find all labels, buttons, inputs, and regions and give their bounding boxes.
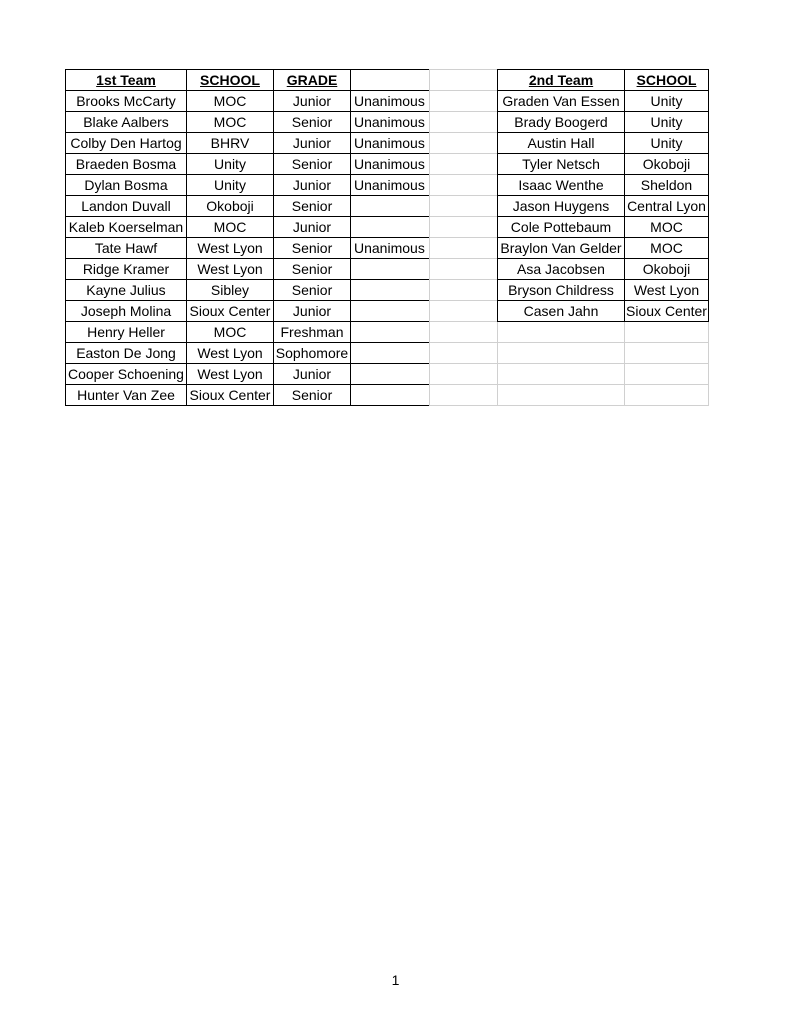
table-row xyxy=(66,322,430,343)
vote-note-cell[interactable] xyxy=(351,217,430,238)
table-row xyxy=(430,385,498,406)
player-name-cell[interactable]: Asa Jacobsen xyxy=(498,259,625,280)
table-row xyxy=(430,133,498,154)
player-name-cell[interactable]: Henry Heller xyxy=(66,322,187,343)
grade-cell[interactable]: Sophomore xyxy=(274,343,351,364)
table-row xyxy=(498,364,709,385)
table-row xyxy=(498,385,709,406)
grade-cell[interactable]: Junior xyxy=(274,364,351,385)
header-school-2[interactable]: SCHOOL xyxy=(625,70,709,91)
page-number: 1 xyxy=(391,972,400,988)
player-name-cell[interactable]: Kaleb Koerselman xyxy=(66,217,187,238)
school-cell[interactable] xyxy=(625,364,709,385)
vote-note-cell[interactable] xyxy=(351,322,430,343)
school-cell[interactable]: Unity xyxy=(625,112,709,133)
vote-note-cell[interactable] xyxy=(351,301,430,322)
table-row xyxy=(430,217,498,238)
grade-cell[interactable]: Senior xyxy=(274,238,351,259)
school-cell[interactable]: Central Lyon xyxy=(625,196,709,217)
table-row xyxy=(430,154,498,175)
empty-cell[interactable] xyxy=(430,196,498,217)
player-name-cell[interactable]: Graden Van Essen xyxy=(498,91,625,112)
school-cell[interactable]: MOC xyxy=(187,322,274,343)
player-name-cell[interactable]: Jason Huygens xyxy=(498,196,625,217)
table-row xyxy=(66,343,430,364)
table-row xyxy=(66,154,430,175)
player-name-cell[interactable]: Blake Aalbers xyxy=(66,112,187,133)
player-name-cell[interactable]: Ridge Kramer xyxy=(66,259,187,280)
player-name-cell[interactable]: Joseph Molina xyxy=(66,301,187,322)
table-row xyxy=(498,112,709,133)
school-cell[interactable]: MOC xyxy=(187,217,274,238)
empty-cell[interactable] xyxy=(430,175,498,196)
table-row xyxy=(498,259,709,280)
empty-cell[interactable] xyxy=(430,154,498,175)
table-row xyxy=(66,259,430,280)
header-school[interactable]: SCHOOL xyxy=(187,70,274,91)
table-row xyxy=(498,196,709,217)
second-team-table xyxy=(497,69,709,406)
empty-column-table xyxy=(429,69,498,406)
table-row xyxy=(430,364,498,385)
school-cell[interactable]: Sioux Center xyxy=(625,301,709,322)
table-row xyxy=(66,385,430,406)
vote-note-cell[interactable] xyxy=(351,385,430,406)
second-team-header-row xyxy=(498,70,709,91)
grade-cell[interactable]: Senior xyxy=(274,259,351,280)
table-row xyxy=(498,175,709,196)
table-row xyxy=(66,112,430,133)
vote-note-cell[interactable]: Unanimous xyxy=(351,154,430,175)
school-cell[interactable]: West Lyon xyxy=(187,364,274,385)
school-cell[interactable]: West Lyon xyxy=(625,280,709,301)
school-cell[interactable]: West Lyon xyxy=(187,238,274,259)
table-row xyxy=(498,154,709,175)
empty-cell[interactable] xyxy=(430,217,498,238)
player-name-cell[interactable]: Hunter Van Zee xyxy=(66,385,187,406)
school-cell[interactable]: West Lyon xyxy=(187,259,274,280)
vote-note-cell[interactable]: Unanimous xyxy=(351,133,430,154)
school-cell[interactable]: Unity xyxy=(187,175,274,196)
table-row xyxy=(498,322,709,343)
grade-cell[interactable]: Junior xyxy=(274,133,351,154)
table-row xyxy=(66,133,430,154)
header-grade[interactable]: GRADE xyxy=(274,70,351,91)
table-row xyxy=(430,112,498,133)
table-row xyxy=(66,280,430,301)
school-cell[interactable]: MOC xyxy=(187,112,274,133)
school-cell[interactable]: MOC xyxy=(187,91,274,112)
grade-cell[interactable]: Senior xyxy=(274,112,351,133)
vote-note-cell[interactable] xyxy=(351,364,430,385)
player-name-cell[interactable]: Colby Den Hartog xyxy=(66,133,187,154)
header-note[interactable] xyxy=(351,70,430,91)
player-name-cell[interactable]: Casen Jahn xyxy=(498,301,625,322)
player-name-cell[interactable]: Dylan Bosma xyxy=(66,175,187,196)
first-team-header-row xyxy=(66,70,430,91)
header-1st-team[interactable]: 1st Team xyxy=(66,70,187,91)
school-cell[interactable]: Okoboji xyxy=(625,154,709,175)
empty-cell[interactable] xyxy=(430,385,498,406)
empty-cell[interactable] xyxy=(430,364,498,385)
school-cell[interactable]: Unity xyxy=(625,133,709,154)
vote-note-cell[interactable] xyxy=(351,196,430,217)
player-name-cell[interactable]: Kayne Julius xyxy=(66,280,187,301)
player-name-cell[interactable]: Easton De Jong xyxy=(66,343,187,364)
vote-note-cell[interactable] xyxy=(351,343,430,364)
player-name-cell[interactable]: Tyler Netsch xyxy=(498,154,625,175)
empty-cell[interactable] xyxy=(430,91,498,112)
empty-cell[interactable] xyxy=(430,70,498,91)
player-name-cell[interactable]: Brooks McCarty xyxy=(66,91,187,112)
table-row xyxy=(430,91,498,112)
empty-cell[interactable] xyxy=(430,343,498,364)
vote-note-cell[interactable]: Unanimous xyxy=(351,238,430,259)
table-row xyxy=(430,301,498,322)
table-row xyxy=(430,238,498,259)
player-name-cell[interactable] xyxy=(498,343,625,364)
table-row xyxy=(430,343,498,364)
vote-note-cell[interactable] xyxy=(351,280,430,301)
empty-cell[interactable] xyxy=(430,133,498,154)
table-row xyxy=(498,280,709,301)
empty-cell[interactable] xyxy=(430,259,498,280)
table-row xyxy=(498,133,709,154)
player-name-cell[interactable] xyxy=(498,385,625,406)
school-cell[interactable]: Sibley xyxy=(187,280,274,301)
player-name-cell[interactable]: Landon Duvall xyxy=(66,196,187,217)
player-name-cell[interactable]: Bryson Childress xyxy=(498,280,625,301)
school-cell[interactable]: BHRV xyxy=(187,133,274,154)
table-row xyxy=(430,175,498,196)
table-row xyxy=(430,280,498,301)
table-row xyxy=(498,91,709,112)
grade-cell[interactable]: Senior xyxy=(274,196,351,217)
table-row xyxy=(430,259,498,280)
player-name-cell[interactable] xyxy=(498,322,625,343)
empty-cell[interactable] xyxy=(430,112,498,133)
table-row xyxy=(498,301,709,322)
table-row xyxy=(498,238,709,259)
table-row xyxy=(430,196,498,217)
player-name-cell[interactable] xyxy=(498,364,625,385)
table-row xyxy=(498,343,709,364)
school-cell[interactable]: Sioux Center xyxy=(187,385,274,406)
table-row xyxy=(66,364,430,385)
empty-cell[interactable] xyxy=(430,280,498,301)
table-row xyxy=(66,91,430,112)
grade-cell[interactable]: Senior xyxy=(274,154,351,175)
grade-cell[interactable]: Freshman xyxy=(274,322,351,343)
player-name-cell[interactable]: Braylon Van Gelder xyxy=(498,238,625,259)
player-name-cell[interactable]: Austin Hall xyxy=(498,133,625,154)
table-row xyxy=(498,217,709,238)
school-cell[interactable]: MOC xyxy=(625,238,709,259)
table-row xyxy=(430,322,498,343)
table-row xyxy=(66,238,430,259)
first-team-table xyxy=(65,69,430,406)
school-cell[interactable]: Okoboji xyxy=(187,196,274,217)
empty-cell[interactable] xyxy=(430,238,498,259)
empty-cell[interactable] xyxy=(430,322,498,343)
school-cell[interactable]: MOC xyxy=(625,217,709,238)
player-name-cell[interactable]: Tate Hawf xyxy=(66,238,187,259)
school-cell[interactable]: Sioux Center xyxy=(187,301,274,322)
player-name-cell[interactable]: Cooper Schoening xyxy=(66,364,187,385)
school-cell[interactable] xyxy=(625,385,709,406)
school-cell[interactable]: Unity xyxy=(625,91,709,112)
grade-cell[interactable]: Junior xyxy=(274,217,351,238)
player-name-cell[interactable]: Brady Boogerd xyxy=(498,112,625,133)
header-2nd-team[interactable]: 2nd Team xyxy=(498,70,625,91)
school-cell[interactable]: West Lyon xyxy=(187,343,274,364)
player-name-cell[interactable]: Isaac Wenthe xyxy=(498,175,625,196)
table-row xyxy=(66,217,430,238)
table-row xyxy=(66,175,430,196)
vote-note-cell[interactable]: Unanimous xyxy=(351,175,430,196)
vote-note-cell[interactable] xyxy=(351,259,430,280)
table-row xyxy=(66,301,430,322)
table-row xyxy=(66,196,430,217)
vote-note-cell[interactable]: Unanimous xyxy=(351,91,430,112)
school-cell[interactable]: Unity xyxy=(187,154,274,175)
grade-cell[interactable]: Junior xyxy=(274,175,351,196)
grade-cell[interactable]: Senior xyxy=(274,280,351,301)
grade-cell[interactable]: Senior xyxy=(274,385,351,406)
school-cell[interactable]: Okoboji xyxy=(625,259,709,280)
player-name-cell[interactable]: Cole Pottebaum xyxy=(498,217,625,238)
player-name-cell[interactable]: Braeden Bosma xyxy=(66,154,187,175)
grade-cell[interactable]: Junior xyxy=(274,301,351,322)
table-row xyxy=(430,70,498,91)
empty-cell[interactable] xyxy=(430,301,498,322)
vote-note-cell[interactable]: Unanimous xyxy=(351,112,430,133)
school-cell[interactable] xyxy=(625,343,709,364)
school-cell[interactable]: Sheldon xyxy=(625,175,709,196)
grade-cell[interactable]: Junior xyxy=(274,91,351,112)
school-cell[interactable] xyxy=(625,322,709,343)
